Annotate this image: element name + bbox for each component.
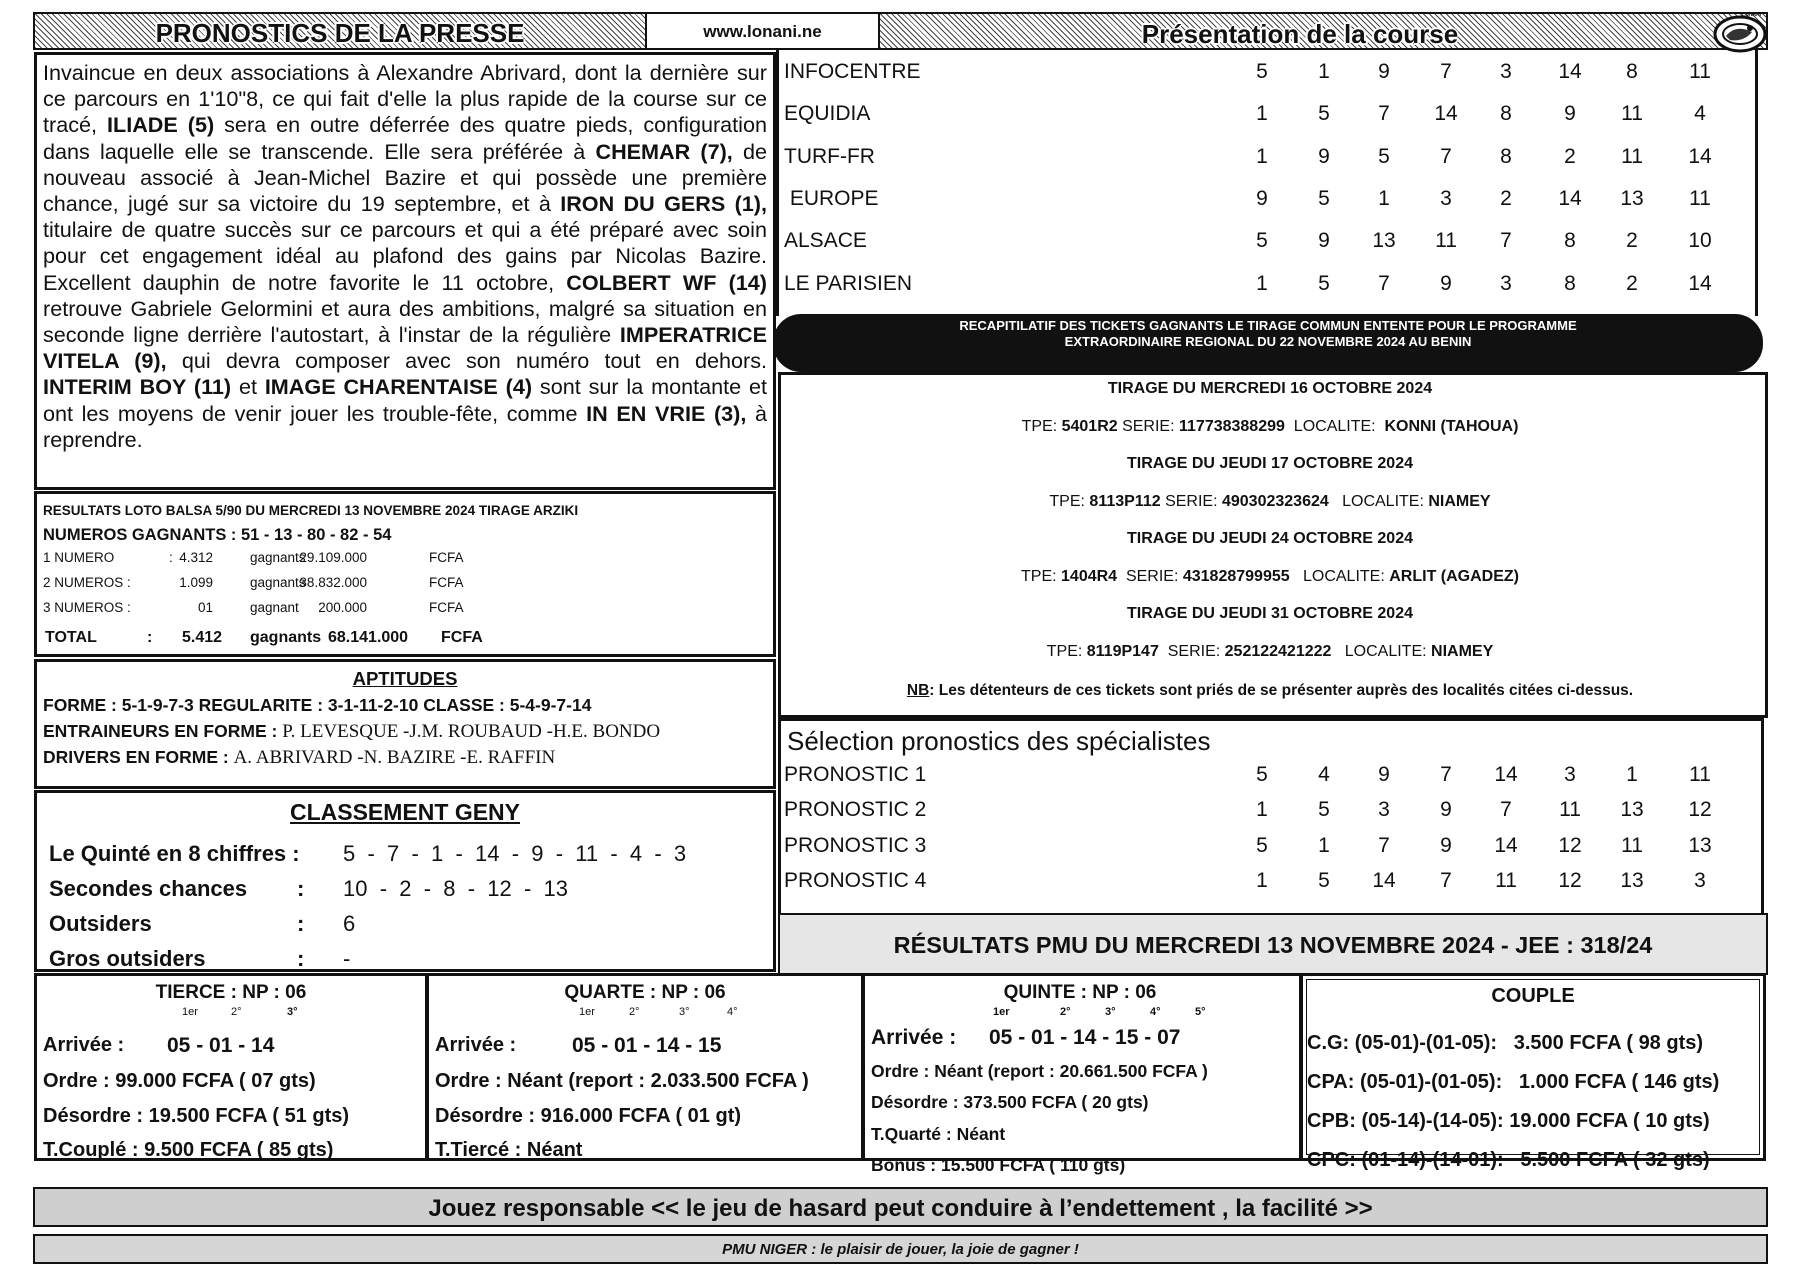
press-table-number: 2	[1564, 144, 1576, 168]
selection-number: 5	[1256, 763, 1268, 786]
selection-number: 12	[1558, 868, 1582, 892]
recap-line-2: EXTRAORDINAIRE REGIONAL DU 22 NOVEMBRE 2024 AU BENIN	[1064, 334, 1472, 349]
selection-number: 14	[1494, 833, 1518, 857]
horse-name: CHEMAR (7),	[595, 138, 733, 164]
quinte-pos-4: 4°	[1150, 1006, 1161, 1018]
quinte-box	[862, 973, 1302, 1175]
tierce-couple: T.Couplé : 9.500 FCFA ( 85 gts)	[43, 1139, 334, 1161]
loto-title: RESULTATS LOTO BALSA 5/90 DU MERCREDI 13 NOVEMBRE 2024 TIRAGE ARZIKI	[43, 503, 579, 518]
entraineurs-label: ENTRAINEURS EN FORME :	[43, 721, 283, 741]
quarte-pos-1: 1er	[579, 1006, 595, 1018]
quarte-ordre: Ordre : Néant (report : 2.033.500 FCFA )	[435, 1070, 809, 1092]
tirage-title: TIRAGE DU JEUDI 17 OCTOBRE 2024	[1126, 455, 1413, 472]
tirage-tpe: 5401R2	[1061, 418, 1118, 435]
selection-number: 9	[1440, 798, 1452, 822]
horse-name: IN EN VRIE (3),	[586, 400, 747, 426]
press-text-run: Invaincue en deux associations à Alexandre Abrivard, dont la dernière sur ce parcours en 1'10"8, ce qui fait d'elle la plus rapide de la course sur ce tracé,	[43, 60, 767, 138]
selection-number: 13	[1688, 833, 1712, 857]
tirage-details	[780, 643, 1760, 661]
nb-label: NB	[906, 682, 930, 699]
website-link[interactable]: www.lonani.ne	[703, 22, 822, 41]
tirage-serie-label: SERIE:	[1160, 493, 1222, 510]
press-table-number: 5	[1318, 102, 1330, 126]
quinte-arrivee: 05 - 01 - 14 - 15 - 07	[989, 1026, 1181, 1049]
selection-number: 3	[1694, 868, 1706, 892]
loto-row-count: 4.312	[179, 550, 213, 565]
press-table-name: EQUIDIA	[784, 102, 871, 126]
loto-total-cur: FCFA	[441, 629, 483, 646]
press-text-run: à reprendre.	[43, 400, 767, 452]
tirage-title: TIRAGE DU JEUDI 31 OCTOBRE 2024	[1126, 605, 1413, 622]
selection-number: 14	[1494, 763, 1518, 786]
press-table-number: 7	[1378, 271, 1390, 295]
quinte-pos-5: 5°	[1195, 1006, 1206, 1018]
press-table-number: 5	[1318, 271, 1330, 295]
press-table-name: TURF-FR	[784, 144, 875, 168]
selection-number: 13	[1620, 868, 1644, 892]
press-paragraph	[43, 60, 767, 480]
press-table-number: 8	[1626, 60, 1638, 83]
press-table-number: 8	[1500, 102, 1512, 126]
tierce-ordre: Ordre : 99.000 FCFA ( 07 gts)	[43, 1070, 316, 1092]
tierce-box	[34, 973, 428, 1161]
selection-number: 7	[1500, 798, 1512, 822]
aptitudes-forme: FORME : 5-1-9-7-3 REGULARITE : 3-1-11-2-10 CLASSE : 5-4-9-7-14	[43, 695, 592, 715]
tirage-serie-label: SERIE:	[1158, 643, 1225, 660]
horse-name: INTERIM BOY (11)	[43, 374, 232, 400]
tirage-loc: NIAMEY	[1431, 643, 1494, 660]
selection-number: 1	[1256, 798, 1268, 822]
selection-name: PRONOSTIC 3	[784, 833, 927, 857]
press-table-number: 1	[1256, 102, 1268, 126]
loto-row-amount: 38.832.000	[299, 575, 367, 590]
drivers-label: DRIVERS EN FORME :	[43, 747, 234, 767]
press-text-run: de nouveau associé à Jean-Michel Bazire et qui possède une première chance, jugé sur sa victoire du 19 septembre, et à	[43, 138, 767, 217]
recap-banner	[773, 314, 1763, 372]
press-table-name: ALSACE	[784, 229, 867, 253]
tirage-loc-label: LOCALITE:	[1289, 568, 1390, 585]
nb-note	[780, 682, 1760, 700]
quarte-pos-2: 2°	[629, 1006, 640, 1018]
selection-number: 1	[1318, 833, 1330, 857]
press-table-number: 7	[1378, 102, 1390, 126]
quinte-pos-3: 3°	[1105, 1006, 1116, 1018]
tirage-details	[780, 418, 1760, 436]
press-table-number: 9	[1564, 102, 1576, 126]
loto-row-label: 3 NUMEROS :	[43, 600, 131, 615]
loto-winning-numbers: NUMEROS GAGNANTS : 51 - 13 - 80 - 82 - 54	[43, 526, 392, 544]
loto-row-label: 2 NUMEROS :	[43, 575, 131, 590]
quinte-bonus: Bonus : 15.500 FCFA ( 110 gts)	[871, 1155, 1126, 1175]
press-table-number: 7	[1440, 144, 1452, 168]
tierce-pos-1: 1er	[182, 1006, 198, 1018]
press-table-number: 8	[1500, 144, 1512, 168]
pmu-results-header	[778, 913, 1768, 975]
tirage-loc: KONNI (TAHOUA)	[1384, 418, 1519, 435]
geny-box	[34, 790, 776, 972]
selection-number: 1	[1256, 868, 1268, 892]
tirage-serie: 490302323624	[1221, 493, 1329, 510]
press-table-number: 11	[1689, 60, 1711, 83]
press-table-number: 14	[1558, 186, 1582, 210]
couple-row: CPB: (05-14)-(14-05): 19.000 FCFA ( 10 gts)	[1307, 1110, 1710, 1132]
aptitudes-entraineurs	[43, 721, 660, 743]
press-table-number: 2	[1626, 271, 1638, 295]
horse-name: IMAGE CHARENTAISE (4)	[264, 374, 533, 400]
tirage-loc-label: LOCALITE:	[1284, 418, 1385, 435]
geny-row-sep: :	[297, 876, 305, 901]
selection-number: 11	[1621, 833, 1643, 857]
press-table-number: 5	[1256, 60, 1268, 83]
horse-name: COLBERT WF (14)	[566, 269, 767, 295]
press-table-number: 2	[1626, 229, 1638, 253]
tirage-serie: 252122421222	[1224, 643, 1332, 660]
press-table-number: 5	[1378, 144, 1390, 168]
selection-number: 4	[1318, 763, 1330, 786]
loto-row-sep: :	[169, 550, 173, 565]
loto-row-word: gagnants	[250, 550, 306, 565]
couple-row: CPC: (01-14)-(14-01): 5.500 FCFA ( 32 gts)	[1307, 1149, 1710, 1171]
press-table-number: 7	[1500, 229, 1512, 253]
geny-row-sep: :	[297, 946, 305, 971]
quinte-ordre: Ordre : Néant (report : 20.661.500 FCFA )	[871, 1061, 1208, 1081]
loto-row-cur: FCFA	[429, 575, 464, 590]
press-table-number: 1	[1378, 186, 1390, 210]
quarte-desordre: Désordre : 916.000 FCFA ( 01 gt)	[435, 1105, 742, 1127]
tirage-serie-label: SERIE:	[1117, 568, 1183, 585]
tirage-loc-label: LOCALITE:	[1331, 643, 1432, 660]
tirage-loc-label: LOCALITE:	[1328, 493, 1429, 510]
geny-row-value: -	[343, 946, 351, 971]
selection-number: 5	[1318, 868, 1330, 892]
press-table-number: 11	[1621, 144, 1643, 168]
selection-name: PRONOSTIC 2	[784, 798, 927, 822]
slogan-text: PMU NIGER : le plaisir de jouer, la joie de gagner !	[722, 1241, 1079, 1258]
horse-name: IMPERATRICE VITELA (9),	[43, 322, 767, 374]
selection-number: 7	[1440, 763, 1452, 786]
press-table-number: 9	[1318, 144, 1330, 168]
selection-number: 11	[1495, 868, 1517, 892]
quinte-pos-1: 1er	[993, 1006, 1010, 1018]
press-table-number: 14	[1558, 60, 1582, 83]
press-table-number: 5	[1256, 229, 1268, 253]
selection-number: 7	[1378, 833, 1390, 857]
nb-text: : Les détenteurs de ces tickets sont priés de se présenter auprès des localités citées ci-dessus.	[929, 682, 1634, 699]
tirage-details	[780, 493, 1760, 511]
tierce-title: TIERCE : NP : 06	[155, 982, 307, 1003]
geny-row-label: Gros outsiders	[49, 946, 206, 971]
selection-title: Sélection pronostics des spécialistes	[787, 726, 1211, 756]
loto-total-amount: 68.141.000	[328, 629, 409, 646]
geny-row-value: 10 - 2 - 8 - 12 - 13	[343, 876, 568, 901]
press-text-run: et	[231, 374, 265, 400]
quarte-title: QUARTE : NP : 06	[564, 982, 726, 1003]
press-table-number: 13	[1620, 186, 1644, 210]
press-header-title: PRONOSTICS DE LA PRESSE	[155, 18, 525, 48]
tierce-arrivee-label: Arrivée :	[43, 1034, 125, 1056]
press-text-run: titulaire de quatre succès sur ce parcours et qui a été préparé avec soin pour cet engagement idéal au plafond des gains par Nicolas Bazire. Excellent dauphin de notre favorite le 11 octobre,	[43, 217, 767, 295]
loto-box	[34, 491, 776, 657]
press-table-number: 9	[1440, 271, 1452, 295]
tirage-tpe: 8113P112	[1089, 493, 1161, 510]
quinte-arrivee-label: Arrivée :	[871, 1026, 957, 1049]
tirage-serie: 431828799955	[1182, 568, 1290, 585]
selection-name: PRONOSTIC 4	[784, 868, 927, 892]
selection-number: 12	[1558, 833, 1582, 857]
quarte-pos-4: 4°	[727, 1006, 738, 1018]
tirage-title: TIRAGE DU JEUDI 24 OCTOBRE 2024	[1126, 530, 1413, 547]
tierce-arrivee: 05 - 01 - 14	[167, 1034, 275, 1057]
quinte-title: QUINTE : NP : 06	[1003, 982, 1157, 1003]
course-header	[878, 12, 1768, 50]
pmu-results-title: RÉSULTATS PMU DU MERCREDI 13 NOVEMBRE 2024 - JEE : 318/24	[893, 932, 1653, 958]
press-table-number: 14	[1688, 271, 1712, 295]
tirage-tpe-label: TPE:	[1049, 493, 1090, 510]
loto-row-word: gagnant	[250, 600, 299, 615]
recap-line-1: RECAPITILATIF DES TICKETS GAGNANTS LE TIRAGE COMMUN ENTENTE POUR LE PROGRAMME	[959, 318, 1577, 333]
couple-box	[1300, 973, 1766, 1171]
press-text-run: sont sur la montante et ont les moyens de venir jouer les trouble-fête, comme	[43, 374, 767, 426]
tirage-tpe: 8119P147	[1086, 643, 1159, 660]
press-table-name: LE PARISIEN	[784, 271, 912, 295]
loto-row-label: 1 NUMERO	[43, 550, 115, 565]
press-table-number: 1	[1256, 144, 1268, 168]
quarte-tierce: T.Tiercé : Néant	[435, 1139, 583, 1161]
website-box	[645, 12, 880, 50]
tierce-pos-3: 3°	[287, 1006, 298, 1018]
loto-total-count: 5.412	[182, 629, 223, 646]
tierce-pos-2: 2°	[231, 1006, 242, 1018]
press-table-number: 3	[1500, 271, 1512, 295]
tirage-tpe-label: TPE:	[1021, 418, 1062, 435]
loto-row-word: gagnants	[250, 575, 306, 590]
logo-text: LONANI	[1742, 12, 1762, 18]
loto-row-count: 01	[197, 600, 213, 615]
geny-row-value: 6	[343, 911, 356, 936]
selection-number: 3	[1564, 763, 1576, 786]
drivers-value: A. ABRIVARD -N. BAZIRE -E. RAFFIN	[233, 747, 556, 768]
lonani-logo	[1712, 12, 1768, 54]
tirage-serie: 117738388299	[1179, 418, 1285, 435]
selection-number: 5	[1256, 833, 1268, 857]
selection-number: 14	[1372, 868, 1396, 892]
press-text-run: qui devra composer avec son numéro tout en dehors.	[166, 348, 767, 374]
press-table-number: 1	[1318, 60, 1330, 83]
press-table-number: 13	[1372, 229, 1396, 253]
tirage-tpe: 1404R4	[1061, 568, 1118, 585]
press-table-number: 8	[1564, 229, 1576, 253]
press-table-number: 8	[1564, 271, 1576, 295]
press-table-number: 1	[1256, 271, 1268, 295]
aptitudes-drivers	[43, 747, 555, 769]
selection-number: 13	[1620, 798, 1644, 822]
press-table-number: 3	[1440, 186, 1452, 210]
loto-row-cur: FCFA	[429, 600, 464, 615]
selection-number: 7	[1440, 868, 1452, 892]
aptitudes-title: APTITUDES	[352, 668, 458, 689]
couple-title: COUPLE	[1491, 985, 1575, 1007]
press-text-run: retrouve Gabriele Gelormini et aura des ambitions, malgré sa situation en seconde ligne derrière l'autostart, à l'instar de la régulière	[43, 295, 767, 348]
press-table-name: EUROPE	[784, 186, 879, 210]
selection-number: 11	[1689, 763, 1711, 786]
quinte-quarte: T.Quarté : Néant	[871, 1124, 1006, 1144]
couple-row: CPA: (05-01)-(01-05): 1.000 FCFA ( 146 gts)	[1307, 1071, 1720, 1093]
press-table-number: 11	[1689, 186, 1711, 210]
press-table-number: 9	[1318, 229, 1330, 253]
loto-total-word: gagnants	[250, 629, 322, 646]
press-table-number: 10	[1688, 229, 1712, 253]
loto-row-amount: 29.109.000	[299, 550, 367, 565]
loto-total-label: TOTAL	[45, 629, 97, 646]
quarte-box	[426, 973, 864, 1161]
press-table-number: 14	[1688, 144, 1712, 168]
selection-number: 1	[1626, 763, 1638, 786]
selection-number: 5	[1318, 798, 1330, 822]
press-table-number: 9	[1256, 186, 1268, 210]
selection-number: 9	[1378, 763, 1390, 786]
tirage-title: TIRAGE DU MERCREDI 16 OCTOBRE 2024	[1107, 380, 1433, 397]
geny-row-label: Secondes chances	[49, 876, 248, 901]
geny-row-label: Outsiders	[49, 911, 152, 936]
tirage-loc: NIAMEY	[1428, 493, 1491, 510]
couple-row: C.G: (05-01)-(01-05): 3.500 FCFA ( 98 gts)	[1307, 1032, 1704, 1054]
horse-name: ILIADE (5)	[107, 112, 215, 138]
responsible-banner	[33, 1187, 1768, 1227]
tirage-loc: ARLIT (AGADEZ)	[1389, 568, 1519, 585]
tirage-serie-label: SERIE:	[1117, 418, 1179, 435]
course-header-title: Présentation de la course	[1141, 19, 1459, 49]
loto-row-amount: 200.000	[318, 600, 367, 615]
quinte-pos-2: 2°	[1060, 1006, 1071, 1018]
responsible-text: Jouez responsable << le jeu de hasard peut conduire à l’endettement , la facilité >>	[428, 1195, 1373, 1222]
press-table-name: INFOCENTRE	[784, 60, 921, 83]
quarte-pos-3: 3°	[679, 1006, 690, 1018]
press-table-number: 14	[1434, 102, 1458, 126]
entraineurs-value: P. LEVESQUE -J.M. ROUBAUD -H.E. BONDO	[282, 721, 661, 742]
selection-number: 3	[1378, 798, 1390, 822]
tirage-tpe-label: TPE:	[1046, 643, 1087, 660]
quinte-desordre: Désordre : 373.500 FCFA ( 20 gts)	[871, 1092, 1149, 1112]
press-table-number: 11	[1621, 102, 1643, 126]
horse-name: IRON DU GERS (1),	[560, 191, 767, 217]
press-table-number: 5	[1318, 186, 1330, 210]
tierce-desordre: Désordre : 19.500 FCFA ( 51 gts)	[43, 1105, 350, 1127]
press-table-number: 3	[1500, 60, 1512, 83]
loto-total-sep: :	[147, 629, 153, 646]
press-table-number: 2	[1500, 186, 1512, 210]
geny-row-sep: :	[297, 911, 305, 936]
press-table-number: 4	[1694, 102, 1706, 126]
geny-row-label: Le Quinté en 8 chiffres :	[49, 841, 300, 866]
press-table-number: 9	[1378, 60, 1390, 83]
selection-number: 11	[1559, 798, 1581, 822]
loto-row-cur: FCFA	[429, 550, 464, 565]
selection-number: 12	[1688, 798, 1712, 822]
press-table-number: 7	[1440, 60, 1452, 83]
press-header	[33, 12, 647, 50]
selection-number: 9	[1440, 833, 1452, 857]
tirage-tpe-label: TPE:	[1021, 568, 1062, 585]
loto-row-count: 1.099	[179, 575, 213, 590]
quarte-arrivee: 05 - 01 - 14 - 15	[572, 1034, 722, 1057]
quarte-arrivee-label: Arrivée :	[435, 1034, 517, 1056]
press-table-number: 11	[1435, 229, 1457, 253]
press-text-run: sera en outre déferrée des quatre pieds, configuration dans laquelle elle se transcende. Elle sera préférée à	[43, 112, 767, 164]
geny-title: CLASSEMENT GENY	[289, 799, 521, 825]
selection-name: PRONOSTIC 1	[784, 763, 927, 786]
tirage-details	[780, 568, 1760, 586]
aptitudes-box	[34, 659, 776, 789]
slogan-banner	[33, 1234, 1768, 1264]
geny-row-value: 5 - 7 - 1 - 14 - 9 - 11 - 4 - 3	[343, 841, 687, 866]
